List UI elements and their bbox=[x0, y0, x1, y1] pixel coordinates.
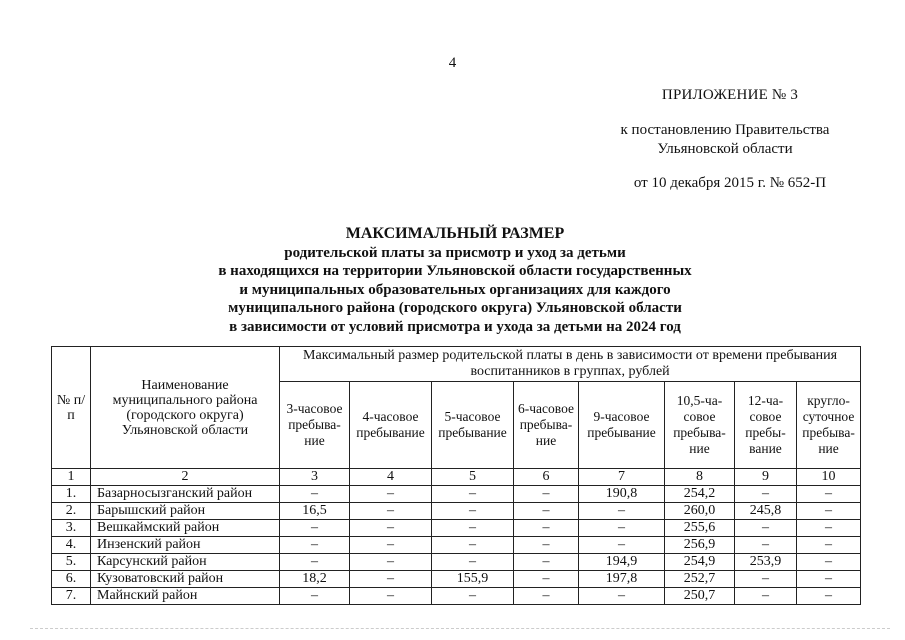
fee-cell: – bbox=[735, 537, 797, 554]
index-cell: 9 bbox=[735, 469, 797, 486]
fee-cell: 245,8 bbox=[735, 503, 797, 520]
fee-cell: – bbox=[432, 520, 514, 537]
fee-cell: – bbox=[350, 537, 432, 554]
header-district-name: Наименование муниципального района (городского округа) Ульяновской области bbox=[91, 347, 280, 469]
fee-cell: – bbox=[797, 588, 861, 605]
fee-cell: – bbox=[514, 486, 579, 503]
fee-cell: – bbox=[350, 503, 432, 520]
page-number: 4 bbox=[448, 55, 457, 71]
fee-cell: 155,9 bbox=[432, 571, 514, 588]
fee-cell: – bbox=[735, 588, 797, 605]
fee-cell: – bbox=[350, 588, 432, 605]
row-number-cell: 6. bbox=[52, 571, 91, 588]
header-fee-group: Максимальный размер родительской платы в день в зависимости от времени пребывания воспитанников в группах, рублей bbox=[280, 347, 861, 382]
fee-cell: 18,2 bbox=[280, 571, 350, 588]
title-line-4: и муниципальных образовательных организациях для каждого bbox=[239, 281, 671, 298]
table-row bbox=[52, 588, 861, 605]
fee-cell: – bbox=[514, 554, 579, 571]
row-number-cell: 4. bbox=[52, 537, 91, 554]
table-row bbox=[52, 520, 861, 537]
fee-cell: – bbox=[432, 554, 514, 571]
fee-cell: – bbox=[280, 486, 350, 503]
index-cell: 4 bbox=[350, 469, 432, 486]
fee-cell: – bbox=[432, 503, 514, 520]
fee-cell: 197,8 bbox=[579, 571, 665, 588]
fee-cell: – bbox=[350, 486, 432, 503]
index-cell: 5 bbox=[432, 469, 514, 486]
fee-cell: – bbox=[797, 554, 861, 571]
table-row bbox=[52, 554, 861, 571]
fee-cell: – bbox=[579, 503, 665, 520]
title-line-1: МАКСИМАЛЬНЫЙ РАЗМЕР bbox=[345, 225, 565, 242]
header-num: № п/п bbox=[52, 347, 91, 469]
row-number-cell: 7. bbox=[52, 588, 91, 605]
table-header-row bbox=[52, 347, 861, 382]
fee-cell: – bbox=[579, 520, 665, 537]
index-cell: 1 bbox=[52, 469, 91, 486]
appendix-date: от 10 декабря 2015 г. № 652-П bbox=[633, 175, 827, 191]
fee-cell: – bbox=[514, 537, 579, 554]
district-name-cell: Вешкаймский район bbox=[91, 520, 280, 537]
table-row bbox=[52, 503, 861, 520]
row-number-cell: 1. bbox=[52, 486, 91, 503]
fee-cell: 255,6 bbox=[665, 520, 735, 537]
header-4h: 4-часовое пребывание bbox=[350, 382, 432, 469]
district-name-cell: Базарносызганский район bbox=[91, 486, 280, 503]
header-10-5h: 10,5-ча-совое пребыва-ние bbox=[665, 382, 735, 469]
table-index-row bbox=[52, 469, 861, 486]
fee-cell: – bbox=[432, 537, 514, 554]
index-cell: 10 bbox=[797, 469, 861, 486]
fee-cell: – bbox=[514, 571, 579, 588]
row-number-cell: 5. bbox=[52, 554, 91, 571]
title-line-6: в зависимости от условий присмотра и ухода за детьми на 2024 год bbox=[229, 318, 681, 335]
fee-cell: – bbox=[280, 537, 350, 554]
title-line-2: родительской платы за присмотр и уход за детьми bbox=[284, 244, 626, 261]
fee-cell: – bbox=[350, 554, 432, 571]
fee-cell: – bbox=[579, 588, 665, 605]
district-name-cell: Барышский район bbox=[91, 503, 280, 520]
index-cell: 2 bbox=[91, 469, 280, 486]
title-line-5: муниципального района (городского округа) Ульяновской области bbox=[228, 300, 682, 316]
fee-cell: – bbox=[280, 554, 350, 571]
fee-cell: – bbox=[280, 588, 350, 605]
fee-cell: – bbox=[797, 537, 861, 554]
fee-cell: – bbox=[735, 571, 797, 588]
fee-cell: – bbox=[797, 486, 861, 503]
fee-cell: – bbox=[432, 588, 514, 605]
fee-cell: 252,7 bbox=[665, 571, 735, 588]
district-name-cell: Кузоватовский район bbox=[91, 571, 280, 588]
fee-cell: – bbox=[280, 520, 350, 537]
header-12h: 12-ча-совое пребы-вание bbox=[735, 382, 797, 469]
fee-cell: – bbox=[579, 537, 665, 554]
fee-cell: 16,5 bbox=[280, 503, 350, 520]
row-number-cell: 3. bbox=[52, 520, 91, 537]
appendix-line-2: Ульяновской области bbox=[657, 141, 793, 157]
appendix-line-1: к постановлению Правительства bbox=[620, 122, 830, 138]
fee-cell: – bbox=[514, 520, 579, 537]
header-24h: кругло-суточное пребыва-ние bbox=[797, 382, 861, 469]
appendix-reference bbox=[560, 121, 890, 159]
header-3h: 3-часовое пребыва-ние bbox=[280, 382, 350, 469]
fee-cell: – bbox=[797, 520, 861, 537]
fee-cell: 254,2 bbox=[665, 486, 735, 503]
fee-cell: 256,9 bbox=[665, 537, 735, 554]
fee-cell: 260,0 bbox=[665, 503, 735, 520]
district-name-cell: Карсунский район bbox=[91, 554, 280, 571]
table-row bbox=[52, 571, 861, 588]
fee-cell: – bbox=[797, 503, 861, 520]
fee-cell: – bbox=[350, 520, 432, 537]
fee-cell: 254,9 bbox=[665, 554, 735, 571]
district-name-cell: Майнский район bbox=[91, 588, 280, 605]
fee-cell: – bbox=[735, 486, 797, 503]
fee-cell: – bbox=[514, 588, 579, 605]
fee-cell: 253,9 bbox=[735, 554, 797, 571]
fee-cell: – bbox=[432, 486, 514, 503]
index-cell: 7 bbox=[579, 469, 665, 486]
fee-cell: 250,7 bbox=[665, 588, 735, 605]
fee-cell: – bbox=[514, 503, 579, 520]
fee-cell: – bbox=[735, 520, 797, 537]
row-number-cell: 2. bbox=[52, 503, 91, 520]
header-6h: 6-часовое пребыва-ние bbox=[514, 382, 579, 469]
fee-table bbox=[51, 346, 861, 605]
table-body bbox=[52, 469, 861, 605]
table-row bbox=[52, 537, 861, 554]
fee-cell: 190,8 bbox=[579, 486, 665, 503]
document-title bbox=[150, 225, 760, 336]
header-9h: 9-часовое пребывание bbox=[579, 382, 665, 469]
fee-cell: – bbox=[350, 571, 432, 588]
table-row bbox=[52, 486, 861, 503]
fee-cell: 194,9 bbox=[579, 554, 665, 571]
index-cell: 3 bbox=[280, 469, 350, 486]
header-5h: 5-часовое пребывание bbox=[432, 382, 514, 469]
index-cell: 8 bbox=[665, 469, 735, 486]
title-line-3: в находящихся на территории Ульяновской области государственных bbox=[218, 263, 692, 279]
page-edge-divider bbox=[30, 628, 890, 629]
fee-cell: – bbox=[797, 571, 861, 588]
appendix-title: ПРИЛОЖЕНИЕ № 3 bbox=[661, 87, 799, 103]
index-cell: 6 bbox=[514, 469, 579, 486]
district-name-cell: Инзенский район bbox=[91, 537, 280, 554]
